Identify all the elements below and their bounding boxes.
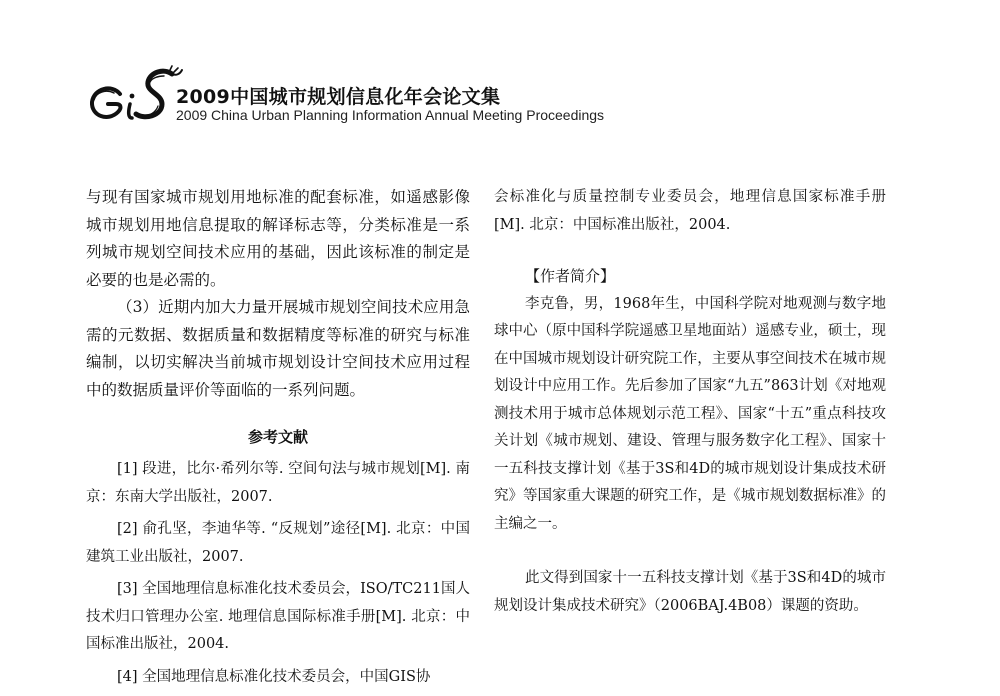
proceedings-title: 2009中国城市规划信息化年会论文集 [176,86,501,108]
reference-item: [2] 俞孔坚，李迪华等. “反规划”途径[M]. 北京：中国建筑工业出版社，2007. [86,521,470,565]
reference-continuation: 会标准化与质量控制专业委员会，地理信息国家标准手册[M]. 北京：中国标准出版社，2004. [494,189,886,233]
reference-item: [4] 全国地理信息标准化技术委员会，中国GIS协 [117,668,431,685]
right-column [494,184,886,620]
reference-item: [1] 段进，比尔·希列尔等. 空间句法与城市规划[M]. 南京：东南大学出版社，2007. [86,461,470,505]
gis-dragon-logo-icon [86,64,186,130]
proceedings-subtitle: 2009 China Urban Planning Information Annual Meeting Proceedings [176,107,605,123]
body-paragraph: 与现有国家城市规划用地标准的配套标准，如遥感影像城市规划用地信息提取的解译标志等，分类标准是一系列城市规划空间技术应用的基础，因此该标准的制定是必要的也是必需的。 [86,188,470,289]
references-heading: 参考文献 [247,428,308,446]
reference-item: [3] 全国地理信息标准化技术委员会，ISO/TC211国人技术归口管理办公室. 地理信息国际标准手册[M]. 北京：中国标准出版社，2004. [86,581,470,652]
left-column [86,184,470,696]
author-bio: 李克鲁，男，1968年生，中国科学院对地观测与数字地球中心（原中国科学院遥感卫星地面站）遥感专业，硕士，现在中国城市规划设计研究院工作，主要从事空间技术在城市规划设计中应用工作。先后参加了国家“九五”863计划《对地观测技术用于城市总体规划示范工程》、国家“十五”重点科技攻关计划《城市规划、建设、管理与服务数字化工程》、国家十一五科技支撑计划《基于3S和4D的城市规划设计集成技术研究》等国家重大课题的研究工作，是《城市规划数据标准》的主编之一。 [494,295,886,532]
body-paragraph: （3）近期内加大力量开展城市规划空间技术应用急需的元数据、数据质量和数据精度等标准的研究与标准编制，以切实解决当前城市规划设计空间技术应用过程中的数据质量评价等面临的一系列问题。 [86,298,470,399]
acknowledgement: 此文得到国家十一五科技支撑计划《基于3S和4D的城市规划设计集成技术研究》（2006BAJ.4B08）课题的资助。 [494,570,886,614]
author-bio-heading: 【作者简介】 [525,267,616,285]
